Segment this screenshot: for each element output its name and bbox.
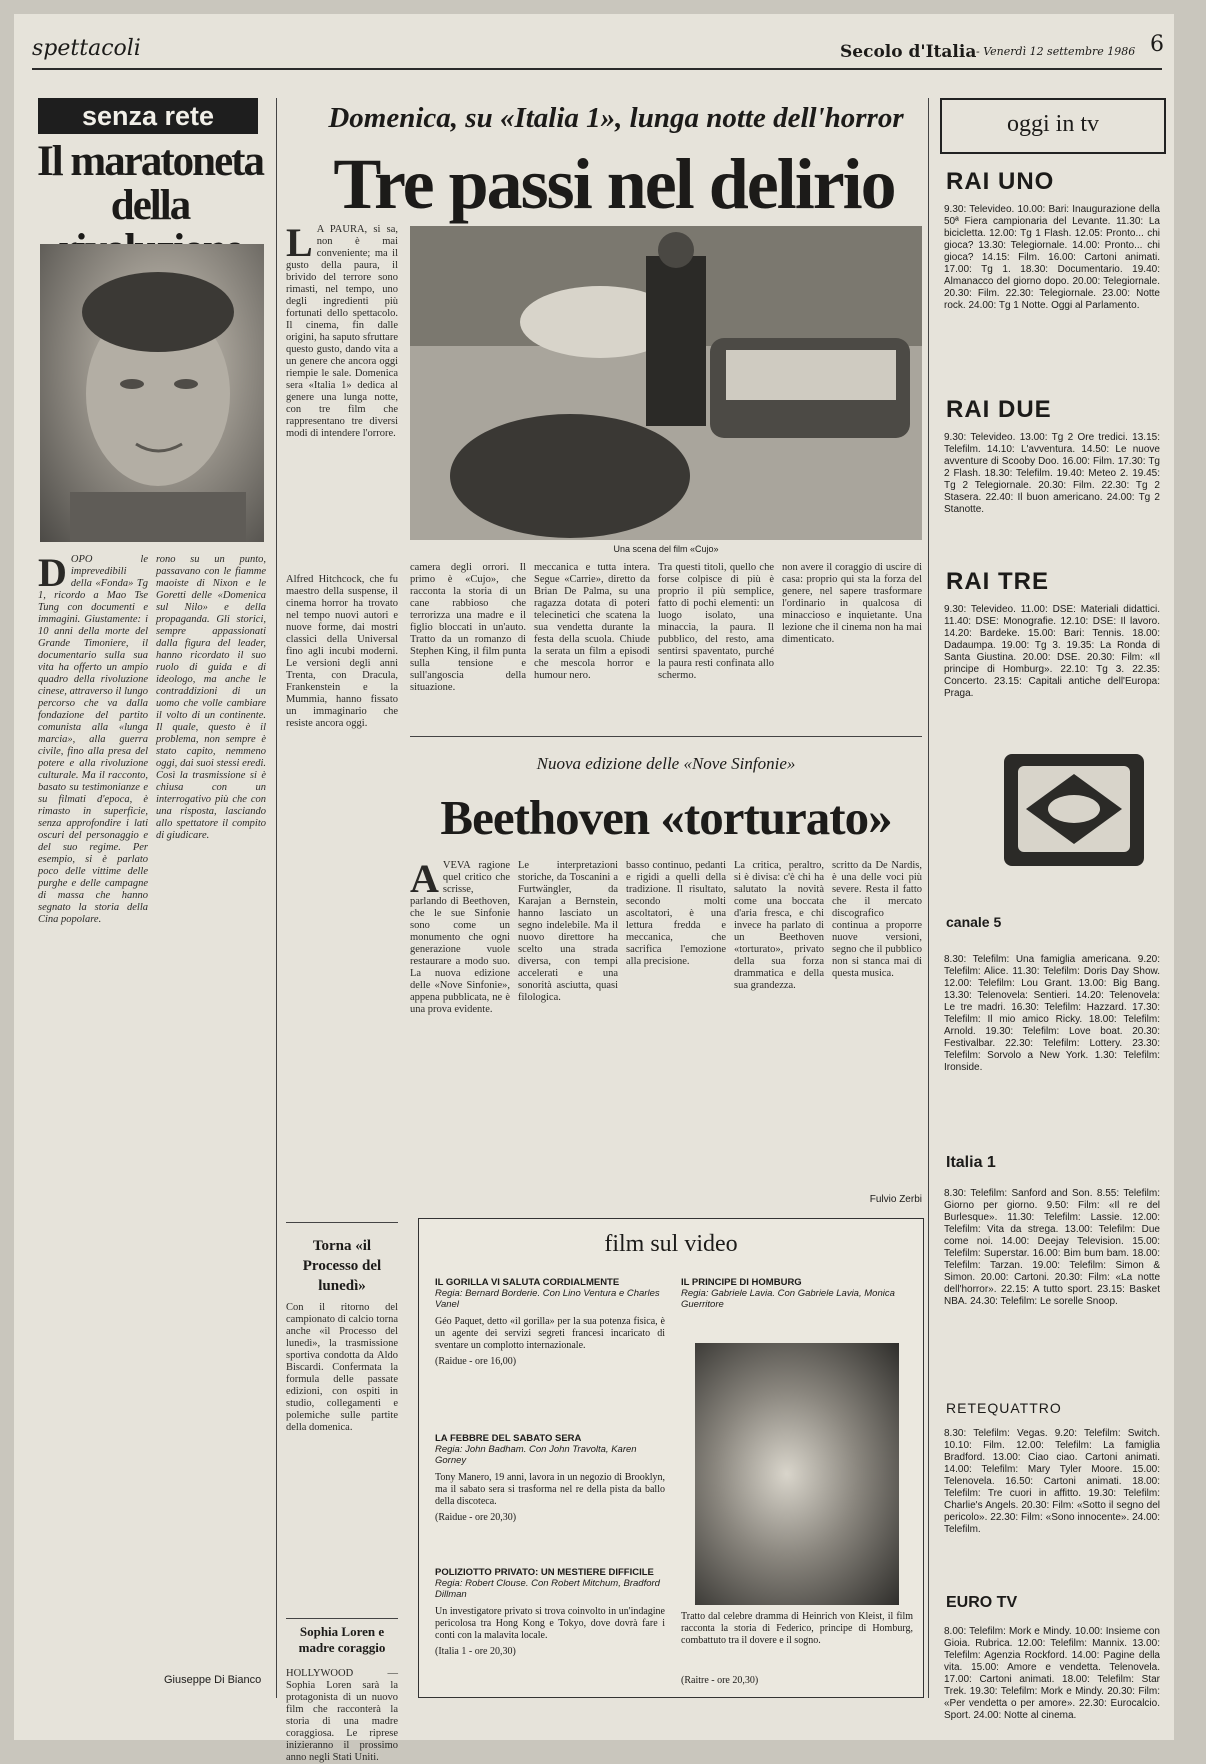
beethoven-dropcap: A [410, 856, 439, 901]
main-title: Tre passi nel delirio [333, 144, 895, 224]
left-article-col2: rono su un punto, passavano con le fiamme maoiste di Nixon e le Goretti delle «Domenica sul Nilo» e della propaganda. Gli storici, sempre appassionati dalla figura del leader, hanno ricordato il suo ruolo di guida e di ideologo, ma anche le contraddizioni di un uomo che volle cambiare il volto di un continente. Il quale, questo è il problema, non sempre è stato capito, nemmeno oggi, dai suoi stessi eredi. Così la trasmissione si è chiusa con un interrogativo più che con una risposta, lasciando allo spettatore il compito di giudicare. [156, 554, 266, 841]
channel-logo-raiuno: RAI UNO [946, 168, 1055, 195]
beethoven-col2: Le interpretazioni storiche, da Toscanini a Furtwängler, da Karajan a Bernstein, hanno lasciato un segno indelebile. Ma il nuovo direttore ha scelto una strada diversa, con tempi accelerati e una sonorità asciutta, quasi filologica. [518, 860, 618, 1003]
photo-illustration [410, 226, 922, 540]
side1-title: Torna «il Processo del lunedì» [302, 1238, 382, 1294]
film-title: POLIZIOTTO PRIVATO: UN MESTIERE DIFFICILE [435, 1567, 654, 1578]
main-col1-text: A PAURA, si sa, non è mai conveniente; ma il gusto della paura, il brivido del terrore sono rimasti, nel tempo, uno degli ingredienti più fortunati dello spettacolo. Il cinema, fin dalle origini, ha saputo sfruttare questo gusto, dando vita a un genere che ancora oggi riempie le sale. Domenica sera «Italia 1» dedica al genere una lunga notte, con tre film che rappresentano tre diversi modi di intendere l'orrore. [286, 224, 398, 439]
channel-listing: 8.00: Telefilm: Mork e Mindy. 10.00: Insieme con Gioia. Rubrica. 12.00: Telefilm: Mannix. 13.00: Telefilm: Agenzia Rockford. 14.00: Pagine della vita. 15.00: Amore e vendetta. Telenovela. 17.00: Cartoni animati. 18.00: Telefilm: Star Trek. 19.30: Telefilm: Mork e Mindy. 20.30: Film: «Per vendetta o per amore». 22.30: Eurocalcio. Sport. 24.00: Notte al cinema. [944, 1626, 1160, 1721]
issue-date: - Venerdì 12 settembre 1986 [976, 45, 1136, 58]
beethoven-col1-text: VEVA ragione quel critico che scrisse, parlando di Beethoven, che le sue Sinfonie sono come un monumento che ogni generazione vuole restaurare a modo suo. La nuova edizione delle «Nove Sinfonie», appena pubblicata, ne è una prova evidente. [410, 860, 510, 1015]
channel-logo-retequattro: RETEQUATTRO [946, 1400, 1062, 1416]
channel-logo-italia1: Italia 1 [946, 1154, 996, 1171]
side1-text: Con il ritorno del campionato di calcio torna anche «il Processo del lunedì», la trasmissione sportiva condotta da Aldo Biscardi. Confermata la formula delle passate edizioni, con ospiti in studio, collegamenti e polemiche sulle partite della domenica. [286, 1302, 398, 1433]
film-item [435, 1433, 665, 1553]
left-article-col1 [38, 550, 148, 1680]
film-item [435, 1277, 665, 1407]
film-time: (Italia 1 - ore 20,30) [435, 1646, 516, 1657]
left-title-line1: Il maratoneta [37, 138, 263, 185]
header-rule [32, 68, 1162, 70]
beethoven-title: Beethoven «torturato» [440, 790, 892, 845]
left-article-title [32, 140, 268, 230]
left-byline: Giuseppe Di Bianco [164, 1674, 262, 1686]
film-time: (Raidue - ore 16,00) [435, 1356, 517, 1367]
main-text-col5: Tra questi titoli, quello che forse colpisce di più è proprio il più semplice, fatto di pochi elementi: un luogo isolato, una minaccia, la paura. Il pubblico, del resto, ama sentirsi spaventato, purché la paura resti confinata allo schermo. [658, 562, 774, 681]
film-credits: Regia: John Badham. Con John Travolta, Karen Gorney [435, 1444, 637, 1466]
film-title: LA FEBBRE DEL SABATO SERA [435, 1433, 582, 1444]
channel-logo-canale5: canale 5 [946, 914, 1002, 930]
column-rule [276, 98, 277, 1698]
tv-screen [1018, 766, 1130, 852]
main-text-col4: meccanica e tutta intera. Segue «Carrie», diretto da Brian De Palma, su una ragazza dotata di poteri telecinetici che scatena la sua vendetta durante la festa della scuola. Chiude la serata un film a episodi che mescola horror e humour nero. [534, 562, 650, 681]
beethoven-col4: La critica, peraltro, si è divisa: c'è chi ha salutato la novità come una boccata d'aria fresca, e chi invece ha parlato di un Beethoven «torturato», privato della sua forza drammatica e della sua grandezza. [734, 860, 824, 991]
channel-listing: 9.30: Televideo. 10.00: Bari: Inaugurazione della 50ª Fiera campionaria del Levante. 11.30: La bicicletta. 12.00: Tg 1 Flash. 12.05: Pronto... chi gioca? 13.30: Telegiornale. 14.00: Pronto... chi gioca? 14.15: Film. 16.00: Cartoni animati. 17.00: Tg 1. 18.30: Documentario. 19.40: Almanacco del giorno dopo. 20.00: Telegiornale. 20.30: Film. 22.30: Telegiornale. 23.00: Notte rock. 24.00: Tg 1 Notte. Oggi al Parlamento. [944, 204, 1160, 311]
film-title: IL GORILLA VI SALUTA CORDIALMENTE [435, 1277, 620, 1288]
channel-listing: 8.30: Telefilm: Vegas. 9.20: Telefilm: Switch. 10.10: Film. 12.00: Telefilm: La famiglia Bradford. 13.00: Ciao ciao. Cartoni animati. 14.00: Telefilm: Mary Tyler Moore. 15.00: Telenovela. 16.50: Cartoni animati. 18.00: Telefilm: Tre cuori in affitto. 19.30: Telefilm: Charlie's Angels. 20.30: Film: «Sotto il segno del pericolo». 22.30: Film: «Sono innocente». 24.00: Telefilm. [944, 1428, 1160, 1535]
photo-caption: Una scena del film «Cujo» [613, 544, 719, 554]
tv-heading: oggi in tv [940, 98, 1166, 154]
main-text-col2: Alfred Hitchcock, che fu maestro della suspense, il cinema horror ha trovato nel tempo nuovi autori e nuove forme, dai mostri classici della Universal fino agli incubi moderni. Le versioni degli anni Trenta, con Dracula, Frankenstein e la Mummia, hanno fissato un immaginario che resiste ancora oggi. [286, 574, 398, 729]
left-dropcap: D [38, 550, 67, 595]
newspaper-name: Secolo d'Italia [840, 42, 977, 62]
film-credits: Regia: Gabriele Lavia. Con Gabriele Lavia, Monica Guerritore [681, 1288, 895, 1310]
film-time: (Raidue - ore 20,30) [435, 1512, 517, 1523]
cujo-photo [410, 226, 922, 540]
film-item [681, 1277, 913, 1337]
tv-screen-pattern [1018, 766, 1130, 852]
channel-listing: 8.30: Telefilm: Una famiglia americana. 9.20: Telefilm: Alice. 11.30: Telefilm: Doris Day Show. 12.00: Telefilm: Lou Grant. 13.00: Big Bang. 13.30: Telenovela: Sentieri. 14.20: Telenovela: Le tre madri. 16.30: Telefilm: Hazzard. 17.30: Telefilm: Il mio amico Ricky. 18.00: Telefilm: Arnold. 19.30: Telefilm: Love boat. 20.30: Festivalbar. 22.30: Telefilm: Lottery. 23.30: Telefilm: Sorvolo a New York. 1.30: Telefilm: Ironside. [944, 954, 1160, 1073]
side2-text: HOLLYWOOD — Sophia Loren sarà la protagonista di un nuovo film che racconterà la storia di una madre coraggiosa. Le riprese inizieranno il prossimo anno negli Stati Uniti. [286, 1668, 398, 1763]
beethoven-rule [410, 736, 922, 737]
beethoven-byline: Fulvio Zerbi [869, 1194, 922, 1205]
column-rule [928, 98, 929, 1698]
channel-logo-raidue: RAI DUE [946, 396, 1052, 423]
channel-logo-eurotv: EURO TV [946, 1594, 1018, 1611]
channel-logo-raitre: RAI TRE [946, 568, 1049, 595]
side2-title: Sophia Loren e madre coraggio [298, 1624, 386, 1655]
film-time: (Raitre - ore 20,30) [681, 1675, 759, 1686]
film-credits: Regia: Robert Clouse. Con Robert Mitchum, Bradford Dillman [435, 1578, 660, 1600]
film-box-heading: film sul video [604, 1231, 738, 1257]
newspaper-page [14, 14, 1174, 1763]
film-item [435, 1567, 665, 1691]
main-text-col6: non avere il coraggio di uscire di casa: proprio qui sta la forza del genere, nel sapere trasformare l'ordinario in qualcosa di minaccioso e inquietante. Una lezione che il cinema non ha mai dimenticato. [782, 562, 922, 645]
side-rule-1 [286, 1222, 398, 1223]
film-text: Un investigatore privato si trova coinvolto in un'indagine pericolosa tra Hong Kong e Tokyo, dove dovrà fare i conti con la malavita locale. [435, 1606, 665, 1641]
film-box [418, 1218, 924, 1698]
film-text: Tony Manero, 19 anni, lavora in un negozio di Brooklyn, ma il sabato sera si trasforma nel re della pista da ballo della discoteca. [435, 1472, 665, 1507]
main-text-col3: camera degli orrori. Il primo è «Cujo», che racconta la storia di un cane rabbioso che terrorizza una madre e il figlio bloccati in un'auto. Tratto da un romanzo di Stephen King, il film punta sulla tensione e sull'angoscia della situazione. [410, 562, 526, 693]
left-col1-text: OPO le imprevedibili della «Fonda» Tg 1, ricordo a Mao Tse Tung con documenti e immagini. Giustamente: i 10 anni della morte del Grande Timoniere, il documentario sulla sua vita ha offerto un ampio quadro della rivoluzione cinese, attraverso il lungo percorso che va dalla fondazione del partito comunista alla «lunga marcia», alla guerra civile, fino alla presa del potere e alla rivoluzione culturale. Ma il racconto, basato su testimonianze e su filmati d'epoca, è rimasto in superficie, senza approfondire i lati oscuri del personaggio e del suo regime. Per esempio, si è parlato poco delle vittime delle purghe e delle campagne di massa che hanno segnato la storia della Cina popolare. [38, 554, 148, 925]
main-kicker: Domenica, su «Italia 1», lunga notte dell'horror [328, 102, 904, 134]
page-number: 6 [1150, 32, 1164, 57]
beethoven-col3: basso continuo, pedanti e rigidi a quelli della tradizione. Il risultato, secondo molti ascoltatori, è una lettura fredda e meccanica, che sacrifica l'emozione alla precisione. [626, 860, 726, 967]
main-dropcap: L [286, 220, 313, 265]
left-title-line2: della [110, 182, 190, 229]
homburg-photo [695, 1343, 899, 1605]
mao-portrait-photo [40, 244, 264, 542]
channel-listing: 8.30: Telefilm: Sanford and Son. 8.55: Telefilm: Giorno per giorno. 9.50: Film: «Il re del Burlesque». 11.30: Telefilm: Lassie. 12.00: Telefilm: Vita da strega. 13.00: Telefilm: Due come noi. 14.00: Deejay Television. 15.00: Telefilm: Superstar. 16.00: Bim bum bam. 18.00: Telefilm: Tarzan. 19.00: Telefilm: Simon & Simon. 20.00: Cartoni. 20.30: Film: «La notte dell'horror». 22.15: A tutto sport. 23.15: Basket NBA. 24.30: Telefilm: Le sorelle Snoop. [944, 1188, 1160, 1307]
section-label: spettacoli [32, 36, 141, 61]
side-rule-2 [286, 1618, 398, 1619]
senza-rete-band: senza rete [38, 98, 258, 134]
beethoven-col5: scritto da De Nardis, è una delle voci più severe. Resta il fatto che il mercato discografico continua a proporre nuove versioni, segno che il pubblico non si stanca mai di questa musica. [832, 860, 922, 979]
film-credits: Regia: Bernard Borderie. Con Lino Ventura e Charles Vanel [435, 1288, 660, 1310]
beethoven-col1 [410, 856, 510, 1200]
channel-listing: 9.30: Televideo. 11.00: DSE: Materiali didattici. 11.40: DSE: Monografie. 12.10: DSE: Il lavoro. 14.20: Bardeke. 15.00: Bari: Tennis. 18.00: Dadaumpa. 19.00: Tg 3. 19.35: La Ronda di Santa Giustina. 20.00: DSE. 20.30: Film: «Il principe di Homburg». 22.10: Tg 3. 22.35: Concerto. 23.15: Capitali antiche dell'Europa: Praga. [944, 604, 1160, 699]
film-text: Tratto dal celebre dramma di Heinrich von Kleist, il film racconta la storia di Federico, principe di Homburg, combattuto tra il dovere e il sogno. [681, 1611, 913, 1646]
tv-set-icon [1004, 754, 1144, 866]
film-text: Géo Paquet, detto «il gorilla» per la sua potenza fisica, è un agente dei servizi segreti francesi incaricato di sventare un complotto internazionale. [435, 1316, 665, 1351]
film-title: IL PRINCIPE DI HOMBURG [681, 1277, 802, 1288]
beethoven-kicker: Nuova edizione delle «Nove Sinfonie» [536, 754, 796, 773]
portrait-illustration [40, 244, 264, 542]
channel-listing: 9.30: Televideo. 13.00: Tg 2 Ore tredici. 13.15: Telefilm. 14.10: L'avventura. 14.50: Le nuove avventure di Scooby Doo. 16.00: Film. 17.30: Tg 2 Flash. 18.30: Telefilm. 19.40: Meteo 2. 19.45: Tg 2 Telegiornale. 20.30: Film. 22.30: Tg 2 Stasera. 22.40: Il buon americano. 24.00: Tg 2 Stanotte. [944, 432, 1160, 515]
